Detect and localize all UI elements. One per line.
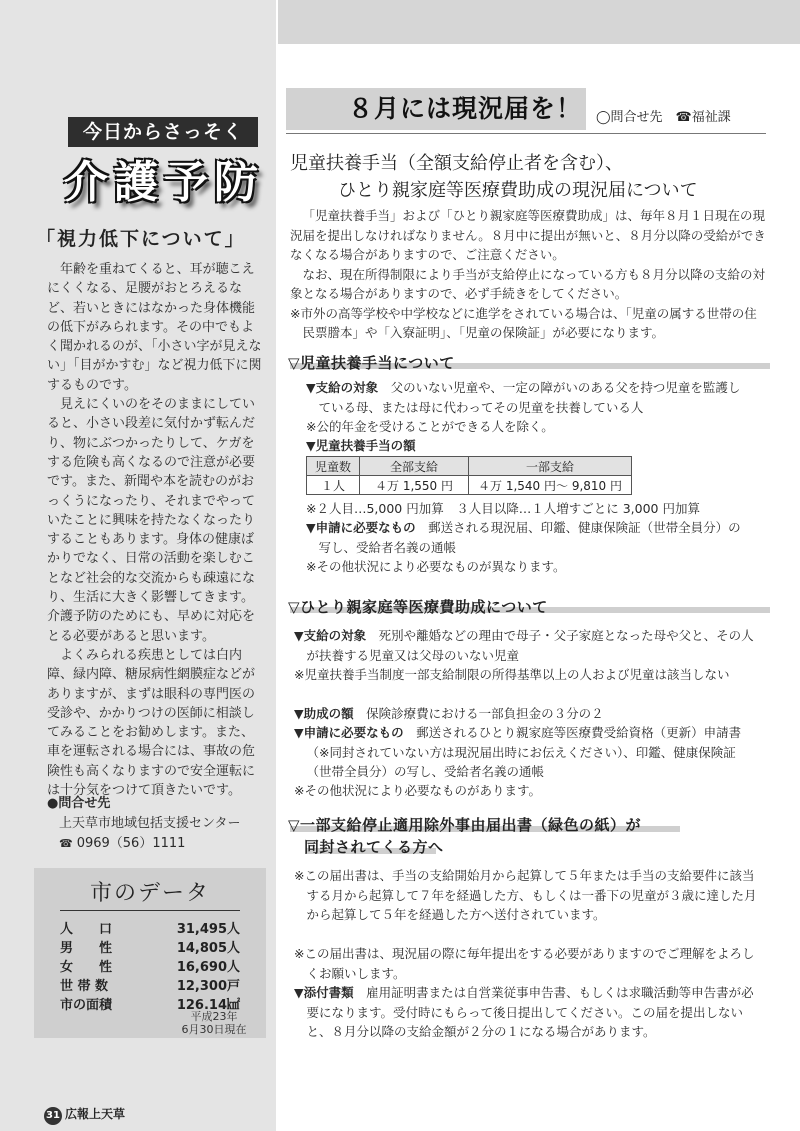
- page-footer: [44, 1105, 125, 1125]
- page-number: 31: [44, 1107, 62, 1125]
- amount-table-cell: ４万 1,540 円〜 9,810 円: [469, 476, 632, 495]
- section-title-line: 同封されてくる方へ: [304, 838, 444, 856]
- city-data-rule: [60, 910, 240, 911]
- sec2-limit-note: [294, 665, 754, 685]
- amount-table-cell: １人: [307, 476, 360, 495]
- sec2-needs-label: ▼申請に必要なもの: [294, 725, 404, 740]
- sec3-note1-text: ※この届出書は、手当の支給開始月から起算して５年または手当の支給要件に該当する月から起算して７年を経過した方、もしくは一番下の児童が３歳に達した月から起算して５年を経過した方へ送付されています。: [294, 868, 757, 922]
- sec3-note2: [294, 944, 764, 983]
- amount-table-header: 全部支給: [360, 457, 469, 476]
- sec2-target-text: 死別や離婚などの理由で母子・父子家庭となった母や父と、その人が扶養する児童又は父母のいない児童: [306, 628, 754, 663]
- section-title-child-allowance: ▽児童扶養手当について: [288, 354, 455, 372]
- city-data-row: [60, 918, 240, 937]
- city-data-label: 男 性: [60, 941, 113, 956]
- amount-table-cell: ４万 1,550 円: [360, 476, 469, 495]
- sec1-target-label: ▼支給の対象: [306, 380, 379, 395]
- article-heading: ８月には現況届を！: [286, 88, 586, 130]
- subtitle-line: ひとり親家庭等医療費助成の現況届について: [338, 180, 698, 201]
- amount-table-header: 児童数: [307, 457, 360, 476]
- city-data-label: 世 帯 数: [60, 979, 109, 994]
- city-data-label: 女 性: [60, 960, 113, 975]
- sec3-docs-text: 雇用証明書または自営業従事申告書、もしくは求職活動等申告書が必要になります。受付時にもらって後日提出してください。この届を提出しないと、８月分以降の支給金額が２分の１になる場合があります。: [306, 985, 754, 1039]
- sec2-limit-text: ※児童扶養手当制度一部支給制限の所得基準以上の人および児童は該当しない: [294, 667, 730, 682]
- kaigo-contact-label: ●問合せ先: [47, 796, 111, 811]
- sec1-pension-note: ※公的年金を受けることができる人を除く。: [306, 419, 554, 434]
- subtitle-line: 児童扶養手当（全額支給停止者を含む）、: [290, 153, 623, 174]
- city-data-row: [60, 937, 240, 956]
- sec2-other-note: ※その他状況により必要なものがあります。: [294, 783, 541, 798]
- city-data-label: 人 口: [60, 922, 113, 937]
- sec1-amount-label: ▼児童扶養手当の額: [306, 438, 416, 453]
- city-data-table: [60, 918, 240, 1013]
- section-title-exemption: [288, 814, 748, 858]
- sec3-docs-label: ▼添付書類: [294, 985, 354, 1000]
- kaigo-contact-org: 上天草市地域包括支援センター: [59, 816, 241, 831]
- sec2-amount-label: ▼助成の額: [294, 706, 354, 721]
- sec1-needs-text: 郵送される現況届、印鑑、健康保険証（世帯全員分）の写し、受給者名義の通帳: [318, 520, 741, 555]
- phone-icon: ☎: [59, 837, 73, 850]
- city-data-date-day: 6月30日現在: [181, 1023, 247, 1036]
- city-data-value: 126.14㎢: [176, 998, 240, 1013]
- sec2-amount-text: 保険診療費における一部負担金の３分の２: [366, 706, 604, 721]
- city-data-date-year: 平成23年: [190, 1010, 238, 1023]
- top-band: [278, 0, 800, 44]
- intro-note: ※市外の高等学校や中学校などに進学をされている場合は、「児童の属する世帯の住民票謄本」や「入寮証明」、「児童の保険証」が必要になります。: [290, 305, 757, 340]
- sec1-other-note: ※その他状況により必要なものが異なります。: [306, 559, 566, 574]
- kaigo-tel-number: 0969（56）1111: [76, 836, 186, 851]
- kaigo-body: [47, 260, 264, 800]
- sec1-target: [306, 378, 746, 417]
- sec1-target-text: 父のいない児童や、一定の障がいのある父を持つ児童を監護している母、または母に代わってその児童を扶養している人: [318, 380, 741, 415]
- kaigo-title: 介護予防: [64, 157, 264, 208]
- kaigo-paragraph: 見えにくいのをそのままにしていると、小さい段差に気付かず転んだり、物にぶつかったりして、ケガをする危険も高くなるので注意が必要です。また、新聞や本を読むのがおっくうになったり、それまでやっていたことに興味を持たなくなったりすることもあります。身体の健康ばかりでなく、日常の活動を楽しむことなど社会的な交流からも疎遠になり、生活に大きく影響してきます。介護予防のためにも、早めに対応をとる必要があると思います。: [47, 397, 256, 644]
- sec2-target-label: ▼支給の対象: [294, 628, 367, 643]
- kaigo-paragraph: よくみられる疾患としては白内障、緑内障、糖尿病性網膜症などがありますが、まずは眼科の専門医の受診や、かかりつけの医師に相談してみることをお勧めします。また、車を運転される場合には、事故の危険性も高くなりますので安全運転には十分気をつけて頂きたいです。: [47, 647, 256, 799]
- article-intro: [290, 206, 768, 343]
- intro-paragraph: なお、現在所得制限により手当が支給停止になっている方も８月分以降の支給の対象となる場合がありますので、必ず手続きをしてください。: [290, 266, 766, 301]
- article-rule: [286, 133, 766, 134]
- city-data-row: [60, 956, 240, 975]
- section-title-medical-aid: ▽ひとり親家庭等医療費助成について: [288, 598, 548, 616]
- kaigo-subtitle: 「視力低下について」: [36, 228, 246, 250]
- sec2-amount: [294, 704, 754, 724]
- kaigo-contact-tel: [47, 834, 267, 854]
- sec3-note2-text: ※この届出書は、現況届の際に毎年提出をする必要がありますのでご理解をよろしくお願いします。: [294, 946, 755, 981]
- amount-table: [306, 456, 632, 495]
- city-data-title: 市のデータ: [89, 881, 210, 906]
- sec1-add-note: ※２人目…5,000 円加算 ３人目以降…１人増すごとに 3,000 円加算: [306, 501, 700, 516]
- city-data-value: 14,805人: [176, 941, 240, 956]
- city-data-value: 31,495人: [176, 922, 240, 937]
- city-data-box: [34, 868, 266, 1038]
- intro-paragraph: 「児童扶養手当」および「ひとり親家庭等医療費助成」は、毎年８月１日現在の現況届を提出しなければなりません。８月中に提出が無いと、８月分以降の受給ができなくなる場合がありますので、ご注意ください。: [290, 208, 766, 262]
- amount-table-header: 一部支給: [469, 457, 632, 476]
- sec3-docs: [294, 983, 764, 1042]
- kaigo-header: 今日からさっそく: [68, 117, 258, 147]
- city-data-label: 市の面積: [60, 998, 113, 1013]
- amount-table-header-row: [307, 457, 632, 476]
- city-data-date: [164, 1010, 264, 1036]
- sec2-needs: [294, 723, 754, 782]
- sec1-needs-label: ▼申請に必要なもの: [306, 520, 416, 535]
- article-contact: ◯問合せ先 ☎福祉課: [596, 110, 731, 125]
- city-data-value: 16,690人: [176, 960, 240, 975]
- article-subtitle: [290, 150, 770, 204]
- sec3-note1: [294, 866, 764, 925]
- section-title-line: ▽一部支給停止適用除外事由届出書（緑色の紙）が: [288, 816, 642, 834]
- publication-title: 広報上天草: [65, 1107, 126, 1121]
- sec2-needs-text: 郵送されるひとり親家庭等医療費受給資格（更新）申請書（※同封されていない方は現況届出時にお伝えください）、印鑑、健康保険証（世帯全員分）の写し、受給者名義の通帳: [306, 725, 742, 779]
- kaigo-paragraph: 年齢を重ねてくると、耳が聴こえにくくなる、足腰がおとろえるなど、若いときにはなかった身体機能の低下がみられます。その中でもよく聞かれるのが、「小さい字が見えない」「目がかすむ」など視力低下に関するものです。: [47, 262, 262, 393]
- sec1-needs: [306, 518, 746, 557]
- amount-table-row: [307, 476, 632, 495]
- kaigo-contact: [47, 794, 267, 854]
- sec2-target: [294, 626, 754, 665]
- city-data-row: [60, 975, 240, 994]
- city-data-value: 12,300戸: [176, 979, 240, 994]
